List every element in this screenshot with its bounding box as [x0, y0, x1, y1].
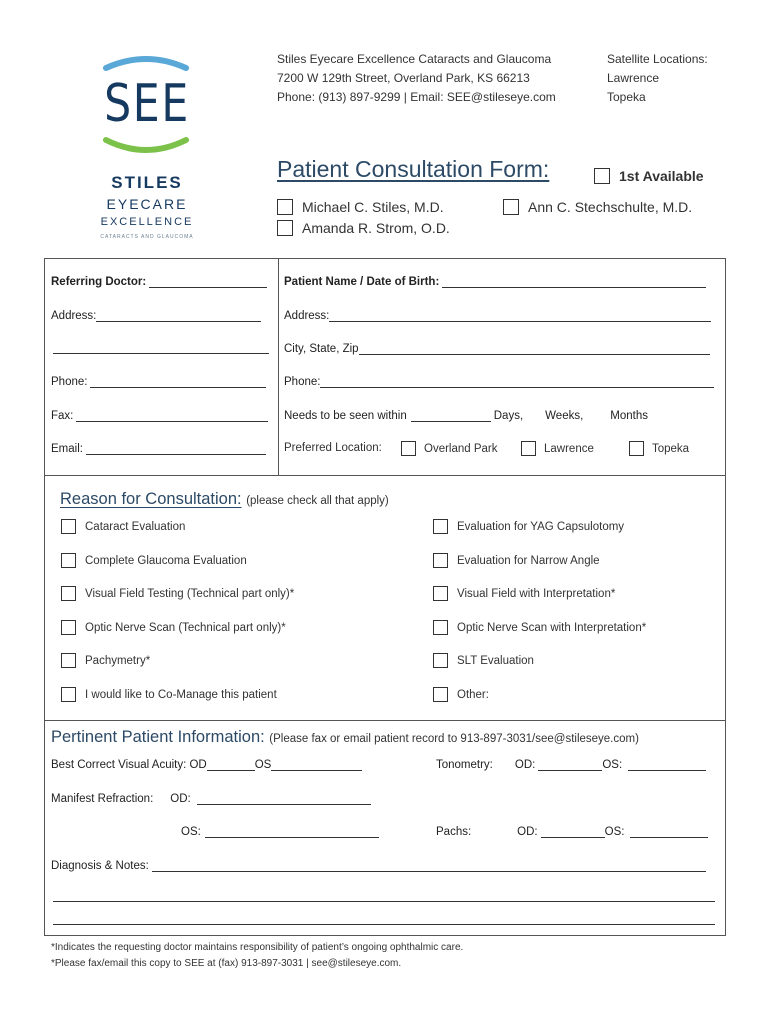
reason-label: Other:: [457, 688, 489, 701]
reason-option[interactable]: [61, 620, 286, 635]
manifest-label: Manifest Refraction:: [51, 793, 154, 805]
preferred-location-label-wrap: [284, 442, 382, 454]
pachs-os-label: OS:: [604, 826, 625, 838]
referral-address-label: Address:: [51, 310, 97, 322]
pachs-label: Pachs:: [436, 826, 472, 838]
satellite-title: Satellite Locations:: [607, 52, 708, 66]
referral-email-line[interactable]: [86, 443, 266, 455]
logo-line-excellence: EXCELLENCE: [100, 216, 194, 228]
diagnosis-line[interactable]: [152, 860, 706, 872]
reason-note: (please check all that apply): [246, 495, 389, 507]
tonometry-od-line[interactable]: [538, 759, 602, 771]
patient-phone-label: Phone:: [284, 376, 321, 388]
reason-checkbox[interactable]: [61, 586, 76, 601]
manifest-od-field[interactable]: [51, 793, 371, 805]
referring-doctor-line[interactable]: [149, 276, 267, 288]
bcva-os-label: OS: [254, 759, 272, 771]
needs-seen-label: Needs to be seen within: [284, 410, 407, 422]
info-divider: [278, 258, 279, 475]
reason-label: Optic Nerve Scan with Interpretation*: [457, 621, 647, 634]
practice-contact: [277, 50, 556, 107]
first-available-checkbox[interactable]: [594, 168, 610, 184]
reason-label: Evaluation for Narrow Angle: [457, 554, 600, 567]
pachs-od-label: OD:: [517, 826, 538, 838]
topeka-checkbox[interactable]: [629, 441, 644, 456]
reason-label: SLT Evaluation: [457, 654, 534, 667]
reason-option[interactable]: [61, 586, 294, 601]
reason-option[interactable]: [61, 653, 150, 668]
doctor-strom-label: Amanda R. Strom, O.D.: [302, 220, 450, 236]
doctor-option-stechschulte[interactable]: [503, 199, 692, 215]
overland-park-label: Overland Park: [424, 442, 498, 455]
manifest-od-line[interactable]: [197, 793, 371, 805]
logo-wordmark: SEE: [104, 74, 190, 134]
practice-phone-email: Phone: (913) 897-9299 | Email: SEE@stileseye.com: [277, 90, 556, 104]
patient-phone-field[interactable]: [284, 376, 714, 388]
reason-checkbox[interactable]: [61, 653, 76, 668]
manifest-os-field[interactable]: [181, 826, 379, 838]
reason-checkbox[interactable]: [61, 687, 76, 702]
logo-line-eyecare: EYECARE: [106, 196, 188, 212]
referral-fax-line[interactable]: [76, 410, 268, 422]
reason-label: Optic Nerve Scan (Technical part only)*: [85, 621, 286, 634]
referral-email-field[interactable]: [51, 443, 266, 455]
referral-phone-label: Phone:: [51, 376, 88, 388]
location-option-lawrence[interactable]: [521, 441, 594, 456]
satellite-locations: [607, 50, 708, 107]
footnote-responsibility: *Indicates the requesting doctor maintains responsibility of patient’s ongoing ophthalmic care.: [51, 942, 464, 953]
manifest-od-label: OD:: [170, 793, 191, 805]
referral-address-field[interactable]: [51, 310, 261, 322]
referral-address-line[interactable]: [96, 310, 261, 322]
reason-option[interactable]: [61, 687, 277, 702]
diagnosis-field[interactable]: [51, 860, 706, 872]
tonometry-os-line[interactable]: [628, 759, 706, 771]
lawrence-label: Lawrence: [544, 442, 594, 455]
form-title: Patient Consultation Form:: [277, 156, 550, 182]
overland-park-checkbox[interactable]: [401, 441, 416, 456]
reason-checkbox[interactable]: [433, 553, 448, 568]
referring-doctor-field[interactable]: [51, 276, 267, 288]
reason-label: Visual Field with Interpretation*: [457, 587, 616, 600]
diagnosis-line-2[interactable]: [53, 901, 715, 902]
satellite-topeka: Topeka: [607, 90, 646, 104]
months-label: Months: [610, 410, 649, 422]
days-label: Days,: [493, 410, 524, 422]
doctor-stechschulte-label: Ann C. Stechschulte, M.D.: [528, 199, 693, 215]
reason-option[interactable]: [433, 553, 600, 568]
patient-address-line[interactable]: [329, 310, 711, 322]
patient-phone-line[interactable]: [320, 376, 714, 388]
patient-name-dob-line[interactable]: [442, 276, 706, 288]
patient-address-label: Address:: [284, 310, 330, 322]
pachs-os-line[interactable]: [630, 826, 708, 838]
reason-label: Cataract Evaluation: [85, 520, 186, 533]
reason-label: Evaluation for YAG Capsulotomy: [457, 520, 625, 533]
diagnosis-label: Diagnosis & Notes:: [51, 860, 149, 872]
referring-doctor-label: Referring Doctor:: [51, 276, 147, 288]
needs-seen-line[interactable]: [411, 410, 491, 422]
pertinent-note: (Please fax or email patient record to 913-897-3031/see@stileseye.com): [269, 733, 639, 745]
referral-phone-field[interactable]: [51, 376, 266, 388]
practice-address: 7200 W 129th Street, Overland Park, KS 66213: [277, 71, 530, 85]
reason-checkbox[interactable]: [61, 519, 76, 534]
pachs-od-line[interactable]: [541, 826, 605, 838]
logo-bottom-arc: [106, 140, 186, 150]
first-available-option[interactable]: [594, 168, 704, 184]
referral-address-line-2[interactable]: [53, 353, 269, 354]
logo-top-arc: [106, 59, 186, 68]
section-divider-1: [44, 475, 726, 476]
reason-label: Complete Glaucoma Evaluation: [85, 554, 247, 567]
manifest-os-line[interactable]: [205, 826, 379, 838]
reason-title: Reason for Consultation:: [60, 490, 242, 508]
doctor-strom-checkbox[interactable]: [277, 220, 293, 236]
first-available-label: 1st Available: [619, 168, 704, 184]
referral-email-label: Email:: [51, 443, 83, 455]
needs-seen-field[interactable]: [284, 410, 648, 422]
reason-checkbox[interactable]: [433, 653, 448, 668]
location-option-topeka[interactable]: [629, 441, 689, 456]
doctor-option-stiles[interactable]: [277, 199, 444, 215]
tonometry-od-label: OD:: [514, 759, 536, 771]
reason-label: Visual Field Testing (Technical part only)*: [85, 587, 295, 600]
reason-option[interactable]: [433, 620, 646, 635]
logo-line-stiles: STILES: [111, 173, 183, 192]
patient-city-line[interactable]: [359, 343, 710, 355]
reason-checkbox[interactable]: [433, 519, 448, 534]
lawrence-checkbox[interactable]: [521, 441, 536, 456]
doctor-option-strom[interactable]: [277, 220, 450, 236]
patient-name-dob-label: Patient Name / Date of Birth:: [284, 276, 440, 288]
doctor-stiles-checkbox[interactable]: [277, 199, 293, 215]
logo-tagline: CATARACTS AND GLAUCOMA: [100, 234, 194, 240]
bcva-od-line[interactable]: [207, 759, 255, 771]
section-divider-2: [44, 720, 726, 721]
reason-option[interactable]: [61, 553, 247, 568]
reason-checkbox[interactable]: [61, 620, 76, 635]
tonometry-field[interactable]: [436, 759, 706, 771]
bcva-os-line[interactable]: [271, 759, 362, 771]
diagnosis-line-3[interactable]: [53, 924, 715, 925]
reason-label: Pachymetry*: [85, 654, 151, 667]
reason-label: I would like to Co-Manage this patient: [85, 688, 277, 701]
reason-option[interactable]: [433, 653, 534, 668]
pertinent-title: Pertinent Patient Information:: [51, 728, 265, 746]
location-option-overland-park[interactable]: [401, 441, 498, 456]
practice-name: Stiles Eyecare Excellence Cataracts and Glaucoma: [277, 52, 552, 66]
reason-option[interactable]: [433, 687, 489, 702]
patient-city-field[interactable]: [284, 343, 710, 355]
referral-fax-field[interactable]: [51, 410, 268, 422]
pertinent-section-title: [51, 728, 639, 747]
weeks-label: Weeks,: [545, 410, 584, 422]
patient-city-label: City, State, Zip: [284, 343, 359, 355]
doctor-stiles-label: Michael C. Stiles, M.D.: [302, 199, 444, 215]
reason-option[interactable]: [61, 519, 185, 534]
reason-section-title: [60, 490, 389, 509]
reason-checkbox[interactable]: [433, 687, 448, 702]
reason-checkbox[interactable]: [433, 586, 448, 601]
referral-phone-line[interactable]: [90, 376, 266, 388]
tonometry-os-label: OS:: [602, 759, 623, 771]
reason-checkbox[interactable]: [61, 553, 76, 568]
topeka-label: Topeka: [652, 442, 690, 455]
bcva-od-label: Best Correct Visual Acuity: OD: [51, 759, 207, 771]
tonometry-label: Tonometry:: [436, 759, 493, 771]
footnote-fax-email: *Please fax/email this copy to SEE at (fax) 913-897-3031 | see@stileseye.com.: [51, 958, 402, 969]
reason-option[interactable]: [433, 586, 615, 601]
doctor-stechschulte-checkbox[interactable]: [503, 199, 519, 215]
manifest-os-label: OS:: [181, 826, 201, 838]
reason-option[interactable]: [433, 519, 624, 534]
satellite-lawrence: Lawrence: [607, 71, 660, 85]
patient-address-field[interactable]: [284, 310, 711, 322]
referral-fax-label: Fax:: [51, 410, 74, 422]
pachs-field[interactable]: [436, 826, 708, 838]
patient-name-dob-field[interactable]: [284, 276, 706, 288]
reason-checkbox[interactable]: [433, 620, 448, 635]
preferred-location-label: Preferred Location:: [284, 442, 382, 454]
bcva-field[interactable]: [51, 759, 362, 771]
